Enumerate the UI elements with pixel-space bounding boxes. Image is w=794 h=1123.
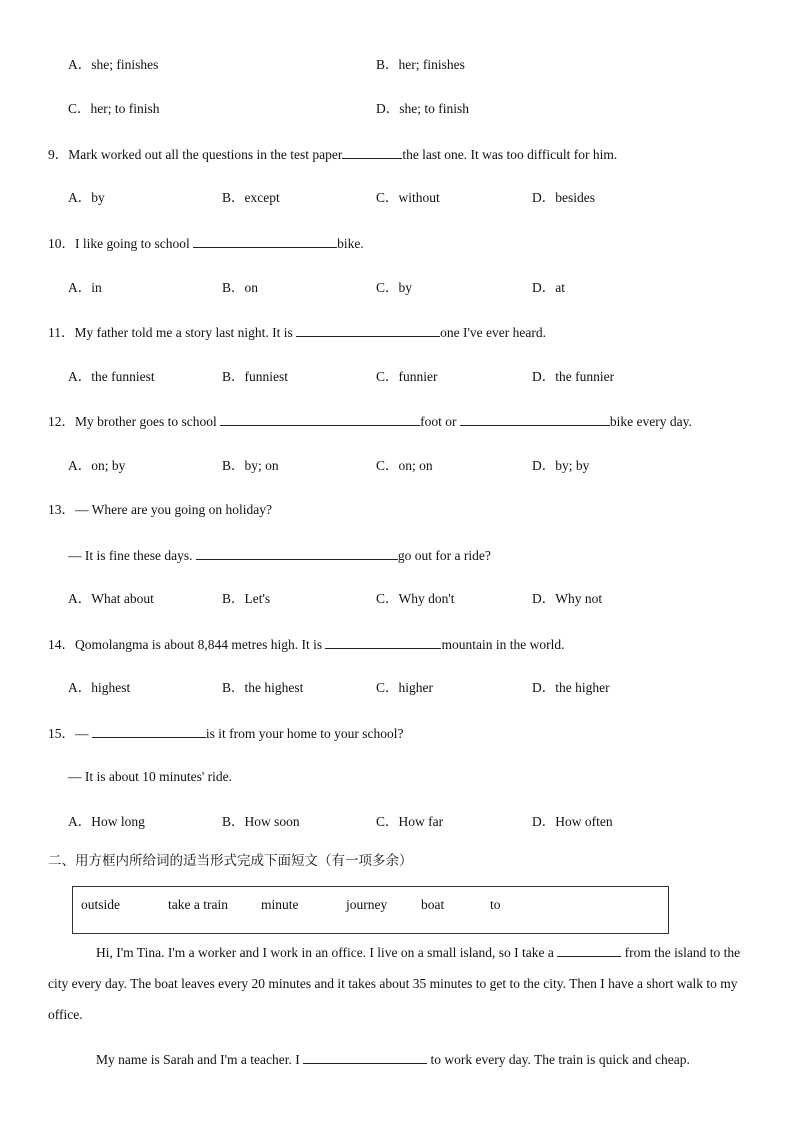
q13-stem-post: go out for a ride? (397, 548, 491, 563)
q14-stem-pre: 14．Qomolangma is about 8,844 metres high. It is (48, 637, 326, 652)
q8-option-b: B．her; finishes (376, 57, 465, 72)
q10-stem-post: bike. (337, 236, 364, 251)
word-box-item: outside (81, 897, 120, 912)
passage-paragraph-1 (48, 937, 748, 1030)
q11-blank (296, 323, 440, 337)
question-13: 13．— Where are you going on holiday? (48, 502, 272, 517)
q11-option-d: D．the funnier (532, 369, 615, 384)
question-12 (48, 412, 692, 431)
q8-option-a: A．she; finishes (68, 57, 159, 72)
para1-blank (557, 943, 621, 957)
para1-post: from the island to the city every day. The boat leaves every 20 minutes and it takes about 35 minutes to get to the city. Then I have a short walk to my office. (48, 945, 741, 1022)
q14-option-b: B．the highest (222, 680, 304, 695)
q12-blank-1 (220, 412, 420, 426)
question-11 (48, 323, 546, 342)
word-box (72, 886, 669, 934)
q15-stem-post: is it from your home to your school? (205, 726, 404, 741)
section-2-title: 二、用方框内所给词的适当形式完成下面短文（有一项多余） (48, 853, 413, 869)
q12-option-b: B．by; on (222, 458, 279, 473)
q9-stem-post: the last one. It was too difficult for him. (402, 147, 618, 162)
q15-option-d: D．How often (532, 814, 613, 829)
q10-option-c: C．by (376, 280, 413, 295)
para2-blank (303, 1050, 427, 1064)
para2-pre: My name is Sarah and I'm a teacher. I (96, 1052, 304, 1067)
q13-option-a: A．What about (68, 591, 154, 606)
q11-stem-post: one I've ever heard. (440, 325, 546, 340)
question-15-reply: — It is about 10 minutes' ride. (68, 769, 233, 784)
q13-option-b: B．Let's (222, 591, 271, 606)
q10-stem-pre: 10．I like going to school (48, 236, 194, 251)
question-13-reply (68, 546, 491, 565)
q10-option-a: A．in (68, 280, 102, 295)
q13-stem-pre: — It is fine these days. (68, 548, 196, 563)
q11-option-a: A．the funniest (68, 369, 155, 384)
q14-option-d: D．the higher (532, 680, 610, 695)
question-9 (48, 145, 617, 164)
q12-stem-post: bike every day. (609, 414, 692, 429)
question-15 (48, 724, 403, 743)
q8-option-c: C．her; to finish (68, 101, 160, 116)
q9-stem-pre: 9．Mark worked out all the questions in the test paper (48, 147, 343, 162)
q12-option-d: D．by; by (532, 458, 590, 473)
q8-option-d: D．she; to finish (376, 101, 469, 116)
q10-option-d: D．at (532, 280, 565, 295)
q14-option-a: A．highest (68, 680, 131, 695)
q15-option-c: C．How far (376, 814, 444, 829)
q9-option-a: A．by (68, 190, 105, 205)
q11-option-c: C．funnier (376, 369, 438, 384)
question-10 (48, 234, 364, 253)
q12-stem-pre: 12．My brother goes to school (48, 414, 221, 429)
q14-stem-post: mountain in the world. (441, 637, 565, 652)
q11-stem-pre: 11．My father told me a story last night. It is (48, 325, 297, 340)
q9-blank (342, 145, 402, 159)
q11-option-b: B．funniest (222, 369, 288, 384)
word-box-item: take a train (168, 897, 228, 912)
word-box-item: boat (421, 897, 445, 912)
q9-option-d: D．besides (532, 190, 595, 205)
word-box-item: minute (261, 897, 299, 912)
q15-blank (92, 724, 206, 738)
q10-blank (193, 234, 337, 248)
q15-option-a: A．How long (68, 814, 145, 829)
q12-blank-2 (460, 412, 610, 426)
passage-paragraph-2 (48, 1044, 748, 1075)
q13-option-c: C．Why don't (376, 591, 455, 606)
q14-blank (325, 635, 441, 649)
q9-option-b: B．except (222, 190, 280, 205)
q15-option-b: B．How soon (222, 814, 300, 829)
question-14 (48, 635, 564, 654)
q13-blank (196, 546, 398, 560)
q9-option-c: C．without (376, 190, 440, 205)
word-box-item: journey (346, 897, 388, 912)
para1-pre: Hi, I'm Tina. I'm a worker and I work in an office. I live on a small island, so I take a (96, 945, 558, 960)
q12-option-c: C．on; on (376, 458, 433, 473)
q10-option-b: B．on (222, 280, 259, 295)
word-box-item: to (490, 897, 501, 912)
q15-stem-pre: 15．— (48, 726, 92, 741)
q12-stem-mid: foot or (420, 414, 460, 429)
q12-option-a: A．on; by (68, 458, 126, 473)
q14-option-c: C．higher (376, 680, 433, 695)
para2-post: to work every day. The train is quick and cheap. (427, 1052, 690, 1067)
q13-option-d: D．Why not (532, 591, 603, 606)
